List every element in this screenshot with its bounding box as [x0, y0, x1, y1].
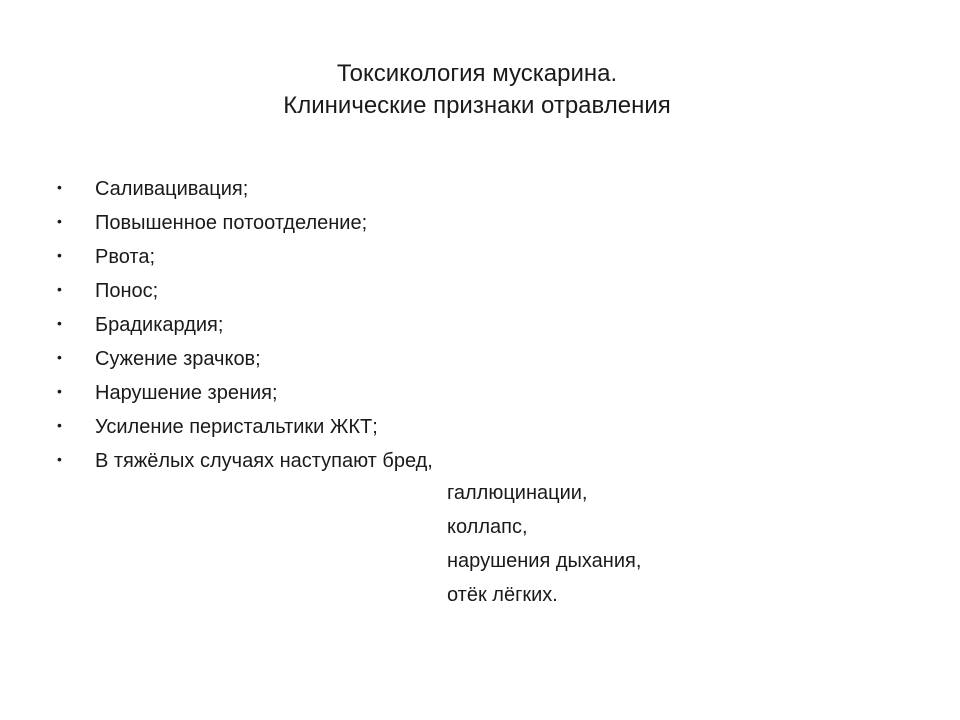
title-line-2: Клинические признаки отравления	[283, 92, 671, 119]
slide-title	[0, 58, 954, 122]
bullet-icon: •	[57, 179, 62, 195]
list-item-text: Нарушение зрения;	[95, 382, 278, 404]
bullet-icon: •	[57, 383, 62, 399]
list-item-text: Саливацивация;	[95, 178, 249, 200]
list-item	[57, 342, 433, 376]
list-item	[57, 444, 433, 478]
list-item	[57, 172, 433, 206]
title-line-1: Токсикология мускарина.	[336, 60, 618, 87]
list-item	[57, 274, 433, 308]
bullet-icon: •	[57, 213, 62, 229]
list-item-text: Сужение зрачков;	[95, 348, 261, 370]
continuation-item: отёк лёгких.	[447, 584, 558, 606]
list-item-text: Брадикардия;	[95, 314, 224, 336]
continuation-item: коллапс,	[447, 516, 528, 538]
list-item-text: Понос;	[95, 280, 159, 302]
list-item	[57, 376, 433, 410]
list-item	[57, 206, 433, 240]
list-item-text: В тяжёлых случаях наступают бред,	[95, 450, 433, 472]
bullet-icon: •	[57, 451, 62, 467]
list-item	[57, 410, 433, 444]
symptom-list	[57, 172, 433, 478]
continuation-item: нарушения дыхания,	[447, 550, 642, 572]
bullet-icon: •	[57, 349, 62, 365]
list-item	[57, 240, 433, 274]
bullet-icon: •	[57, 247, 62, 263]
bullet-icon: •	[57, 315, 62, 331]
bullet-icon: •	[57, 417, 62, 433]
severe-symptom-list	[447, 476, 641, 612]
list-item-text: Рвота;	[95, 246, 156, 268]
continuation-item: галлюцинации,	[447, 482, 588, 504]
bullet-icon: •	[57, 281, 62, 297]
list-item-text: Усиление перистальтики ЖКТ;	[95, 416, 378, 438]
list-item-text: Повышенное потоотделение;	[95, 212, 368, 234]
list-item	[57, 308, 433, 342]
